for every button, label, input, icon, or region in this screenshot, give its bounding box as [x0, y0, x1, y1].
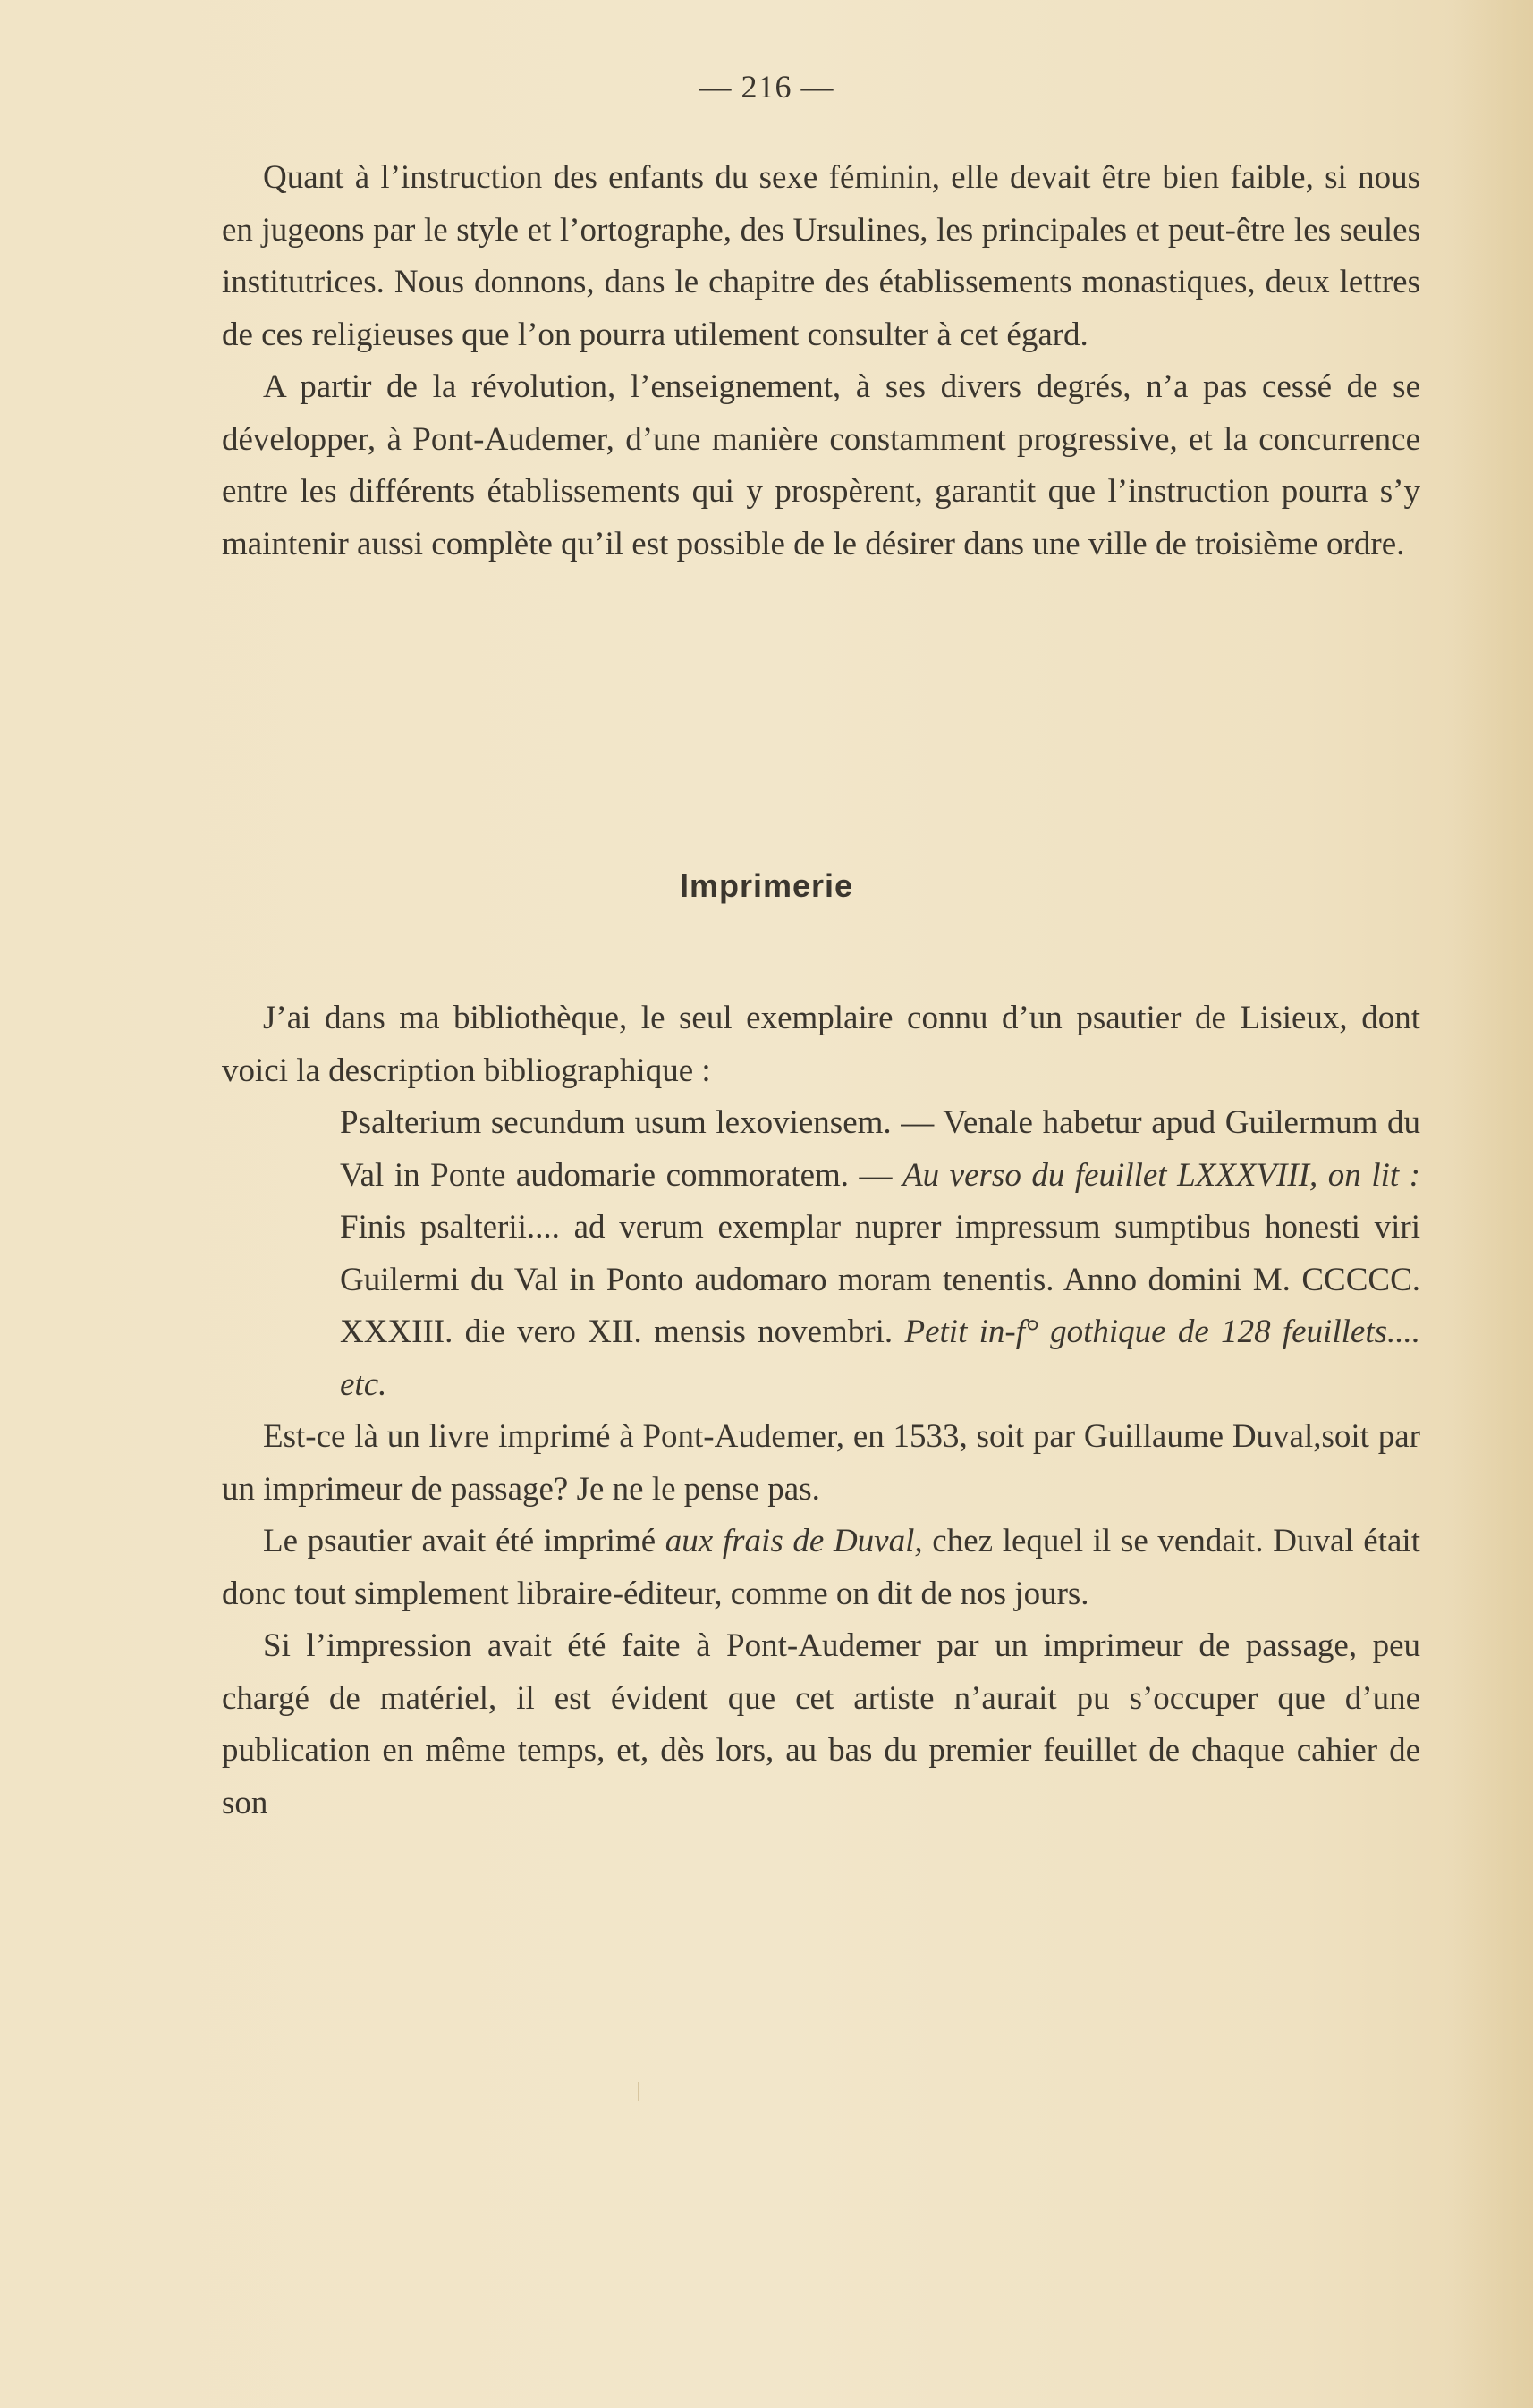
- paragraph: J’ai dans ma bibliothèque, le seul exemplaire connu d’un psautier de Lisieux, dont voici la description bibliographique :: [222, 1000, 1420, 1089]
- quote-text: Psalterium secundum usum lexoviensem. — Venale habetur apud Guilermum du Val in Ponte audomarie commoratem. —: [340, 1104, 1420, 1194]
- paragraph: Est-ce là un livre imprimé à Pont-Audemer, en 1533, soit par Guillaume Duval,soit par un imprimeur de passage? Je ne le pense pas.: [222, 1418, 1420, 1508]
- quote-text: Finis psalterii.... ad verum exemplar nuprer impressum sumptibus honesti viri Guilermi du Val in Ponto audomaro moram tenentis. Anno domini M. CCCCC. XXXIII. die vero XII. mensis novembri.: [340, 1209, 1420, 1350]
- paragraph: Si l’impression avait été faite à Pont-Audemer par un imprimeur de passage, peu chargé de matériel, il est évident que cet artiste n’aurait pu s’occuper que d’une publication en même temps, et, dès lors, au bas du premier feuillet de chaque cahier de son: [222, 1627, 1420, 1821]
- section-heading: Imprimerie: [679, 867, 854, 904]
- paragraph: A partir de la révolution, l’enseignement, à ses divers degrés, n’a pas cessé de se développer, à Pont-Audemer, d’une manière constamment progressive, et la concurrence entre les différents établissements qui y prospèrent, garantit que l’instruction pourra s’y maintenir aussi complète qu’il est possible de le désirer dans une ville de troisième ordre.: [222, 368, 1420, 562]
- paper-mark: [638, 2082, 639, 2101]
- section-imprimerie: [222, 993, 1420, 1829]
- page-edge-shadow: [1453, 0, 1533, 2408]
- paragraph-text: Le psautier avait été imprimé: [263, 1523, 665, 1559]
- paragraph-italic: aux frais de Duval,: [665, 1523, 923, 1559]
- paragraph-text: chez lequel il se vendait. Duval était donc tout simplement libraire-éditeur, comme on dit de nos jours.: [222, 1523, 1420, 1612]
- bibliographic-quote: [340, 1097, 1420, 1411]
- quote-italic: Petit in-f° gothique de 128 feuillets.... etc.: [340, 1314, 1420, 1403]
- paragraph: Quant à l’instruction des enfants du sexe féminin, elle devait être bien faible, si nous en jugeons par le style et l’ortographe, des Ursulines, les principales et peut-être les seules institutrices. Nous donnons, dans le chapitre des établissements monastiques, deux lettres de ces religieuses que l’on pourra utilement consulter à cet égard.: [222, 159, 1420, 353]
- page-number: — 216 —: [699, 69, 834, 105]
- section-instruction: [222, 152, 1420, 570]
- paragraph: [222, 1516, 1420, 1620]
- quote-italic: Au verso du feuillet LXXXVIII, on lit :: [902, 1156, 1420, 1194]
